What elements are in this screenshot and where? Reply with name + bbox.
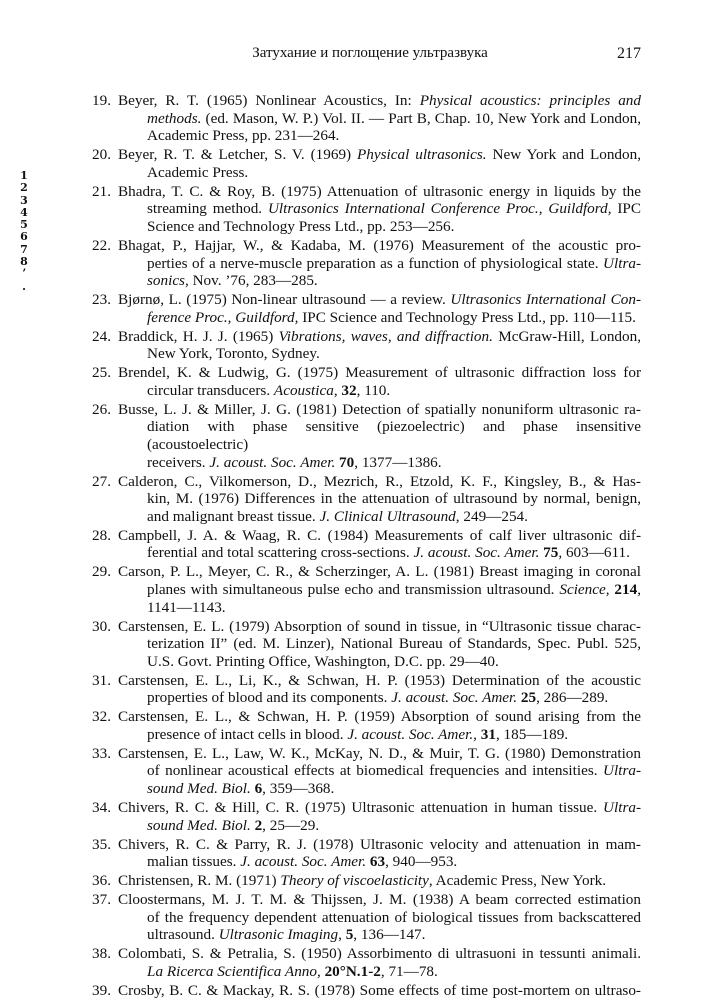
reference-line <box>118 745 641 763</box>
italic-text: Ultra- <box>603 799 641 817</box>
bold-text: 20°N.1-2 <box>324 962 381 980</box>
reference-entry <box>80 291 641 326</box>
reference-text: streaming method. <box>147 200 268 218</box>
reference-text: (ed. Mason, W. P.) Vol. II. — Part B, Chap. 10, New York and London, <box>201 109 641 127</box>
bold-text: 5 <box>345 926 354 944</box>
reference-number: 39. <box>92 981 111 999</box>
reference-text: Carstensen, E. L., Li, K., & Schwan, H. P. (1953) Determination of the acoustic <box>118 671 641 689</box>
reference-line <box>147 454 641 472</box>
margin-mark: 6 <box>20 230 28 244</box>
italic-text: Physical ultrasonics. <box>357 146 487 164</box>
italic-text: Ultrasonics International Conference Proc., Guildford, <box>267 200 612 218</box>
margin-mark: 8 <box>20 255 28 269</box>
reference-text: U.S. Govt. Printing Office, Washington, D.C. pp. 29—40. <box>147 652 499 670</box>
reference-number: 29. <box>92 563 111 581</box>
italic-text: Acoustica <box>273 381 334 399</box>
reference-text: terization II” (ed. M. Linzer), National Bureau of Standards, Spec. Publ. 525, <box>147 635 641 653</box>
reference-text: , 1377—1386. <box>354 453 442 471</box>
reference-entry <box>80 473 641 526</box>
reference-text: diation with phase sensitive (piezoelectric) and phase insensitive (acoustoelectric) <box>147 418 641 454</box>
reference-number: 25. <box>92 364 111 382</box>
reference-entry <box>80 364 641 399</box>
reference-text: , Academic Press, New York. <box>428 872 607 890</box>
reference-line <box>118 92 641 110</box>
reference-text: Bjørnø, L. (1975) Non-linear ultrasound — a review. <box>118 291 451 309</box>
reference-text: Busse, L. J. & Miller, J. G. (1981) Detection of spatially nonuniform ultrasonic ra- <box>118 400 641 418</box>
reference-text: Braddick, H. J. J. (1965) <box>118 327 279 345</box>
reference-text: Carstensen, E. L., Law, W. K., McKay, N. D., & Muir, T. G. (1980) Demonstration <box>118 744 641 762</box>
reference-number: 20. <box>92 146 111 164</box>
reference-text: kin, M. (1976) Differences in the attenuation of ultrasound by normal, benign, <box>147 490 641 508</box>
reference-line <box>118 364 641 382</box>
reference-text: circular transducers. <box>147 381 274 399</box>
reference-line <box>118 401 641 419</box>
reference-entry <box>80 92 641 145</box>
reference-number: 28. <box>92 526 111 544</box>
reference-line <box>118 618 641 636</box>
reference-text: 1141—1143. <box>147 598 226 616</box>
reference-text: , <box>473 725 481 743</box>
reference-line <box>147 508 641 526</box>
reference-line <box>118 328 641 346</box>
reference-text: , <box>333 381 342 399</box>
reference-entry <box>80 618 641 671</box>
reference-entry <box>80 401 641 471</box>
reference-text: , 940—953. <box>385 853 458 871</box>
bold-text: 32 <box>341 381 357 399</box>
reference-entry <box>80 799 641 834</box>
italic-text: sonics <box>147 272 185 290</box>
reference-line <box>147 418 641 453</box>
reference-entry <box>80 708 641 743</box>
bold-text: 2 <box>254 816 263 834</box>
reference-line <box>147 127 641 145</box>
reference-text: Academic Press, pp. 231—264. <box>147 127 340 145</box>
reference-line <box>147 689 641 707</box>
reference-text: , 249—254. <box>455 507 528 525</box>
reference-line <box>147 272 641 290</box>
reference-line <box>147 762 641 780</box>
reference-entry <box>80 527 641 562</box>
reference-text: McGraw-Hill, London, <box>492 327 641 345</box>
bold-text: 75 <box>543 544 559 562</box>
reference-line <box>147 255 641 273</box>
reference-text: Chivers, R. C. & Parry, R. J. (1978) Ultrasonic velocity and attenuation in mam- <box>118 835 641 853</box>
reference-line <box>118 183 641 201</box>
reference-text: , <box>637 580 641 598</box>
reference-text: , 110. <box>356 381 391 399</box>
italic-text: Ultra- <box>603 762 641 780</box>
reference-text: , 71—78. <box>380 962 438 980</box>
italic-text: Ultra- <box>603 254 641 272</box>
bold-text: 63 <box>369 853 386 871</box>
reference-line <box>118 237 641 255</box>
reference-text: Crosby, B. C. & Mackay, R. S. (1978) Some effects of time post-mortem on ultraso- <box>118 981 641 999</box>
reference-number: 33. <box>92 744 111 762</box>
reference-text: Academic Press. <box>147 163 249 181</box>
margin-mark: 2 <box>20 181 28 195</box>
reference-number: 26. <box>92 400 111 418</box>
reference-number: 32. <box>92 708 111 726</box>
margin-mark: 5 <box>20 218 28 232</box>
reference-line <box>147 909 641 927</box>
reference-text: , 603—611. <box>558 544 630 562</box>
reference-text: planes with simultaneous pulse echo and transmission ultrasound. <box>147 580 560 598</box>
reference-text: New York, Toronto, Sydney. <box>147 345 320 363</box>
reference-number: 37. <box>92 891 111 909</box>
reference-text: , <box>316 962 325 980</box>
margin-mark: 4 <box>20 205 28 219</box>
reference-number: 19. <box>92 92 111 109</box>
reference-entry <box>80 237 641 290</box>
reference-entry <box>80 891 641 944</box>
reference-line <box>147 544 641 562</box>
italic-text: Ultrasonics International Con- <box>450 291 641 309</box>
reference-entry <box>80 563 641 616</box>
italic-text: Science <box>559 580 606 598</box>
reference-text: New York and London, <box>486 146 642 164</box>
reference-text: Carson, P. L., Meyer, C. R., & Scherzinger, A. L. (1981) Breast imaging in coronal <box>118 563 641 581</box>
margin-mark: 7 <box>20 242 28 256</box>
reference-text: Carstensen, E. L., & Schwan, H. P. (1959) Absorption of sound arising from the <box>118 708 641 726</box>
reference-text: , 136—147. <box>353 926 426 944</box>
bold-text: 25 <box>520 689 537 707</box>
reference-line <box>118 146 641 164</box>
reference-line <box>118 945 641 963</box>
bold-text: 31 <box>480 725 496 743</box>
reference-number: 24. <box>92 327 111 345</box>
reference-line <box>147 926 641 944</box>
reference-list <box>80 92 641 1001</box>
reference-text: Chivers, R. C. & Hill, C. R. (1975) Ultrasonic attenuation in human tissue. <box>118 799 604 817</box>
reference-number: 23. <box>92 291 111 309</box>
italic-text: J. acoust. Soc. Amer. <box>347 725 474 743</box>
reference-text: malian tissues. <box>147 853 241 871</box>
reference-text: ultrasound. <box>147 926 219 944</box>
reference-text: Colombati, S. & Petralia, S. (1950) Assorbimento di ultrasuoni in tessunti animali. <box>118 945 641 963</box>
reference-line <box>147 309 641 327</box>
reference-text: Christensen, R. M. (1971) <box>118 872 281 890</box>
italic-text: J. acoust. Soc. Amer. <box>240 853 367 871</box>
reference-text: receivers. <box>147 453 210 471</box>
reference-text: Carstensen, E. L. (1979) Absorption of sound in tissue, in “Ultrasonic tissue charac- <box>118 617 641 635</box>
italic-text: Vibrations, waves, and diffraction. <box>278 327 493 345</box>
italic-text: J. acoust. Soc. Amer. <box>209 453 336 471</box>
reference-entry <box>80 146 641 181</box>
reference-entry <box>80 672 641 707</box>
reference-line <box>118 799 641 817</box>
reference-line <box>118 891 641 909</box>
reference-line <box>118 708 641 726</box>
reference-number: 35. <box>92 835 111 853</box>
bold-text: 6 <box>254 780 263 798</box>
reference-line <box>147 853 641 871</box>
italic-text: Physical acoustics: principles and <box>419 92 641 109</box>
reference-line <box>118 473 641 491</box>
reference-line <box>147 817 641 835</box>
reference-text: ferential and total scattering cross-sections. <box>147 544 414 562</box>
reference-number: 22. <box>92 236 111 254</box>
reference-entry <box>80 836 641 871</box>
bold-text: 214 <box>614 580 638 598</box>
reference-text: IPC <box>611 200 641 218</box>
reference-line <box>118 563 641 581</box>
reference-text: Brendel, K. & Ludwig, G. (1975) Measurement of ultrasonic diffraction loss for <box>118 364 641 382</box>
reference-line <box>147 218 641 236</box>
reference-text: Bhadra, T. C. & Roy, B. (1975) Attenuation of ultrasonic energy in liquids by the <box>118 182 641 200</box>
margin-mark: 1 <box>20 169 28 182</box>
reference-entry <box>80 328 641 363</box>
italic-text: J. acoust. Soc. Amer. <box>391 689 518 707</box>
reference-text: , <box>605 580 615 598</box>
reference-number: 34. <box>92 799 111 817</box>
margin-mark: 3 <box>20 193 28 207</box>
reference-text: IPC Science and Technology Press Ltd., pp. 110—115. <box>298 308 636 326</box>
reference-text: , 359—368. <box>262 780 335 798</box>
reference-entry <box>80 945 641 980</box>
reference-text: properties of blood and its components. <box>147 689 392 707</box>
reference-entry <box>80 183 641 236</box>
page-number: 217 <box>617 45 641 62</box>
italic-text: La Ricerca Scientifica Anno <box>147 962 317 980</box>
reference-number: 27. <box>92 472 111 490</box>
reference-text: , 25—29. <box>262 816 320 834</box>
reference-line <box>147 653 641 671</box>
reference-number: 38. <box>92 945 111 963</box>
reference-entry <box>80 872 641 890</box>
reference-line <box>118 836 641 854</box>
reference-line <box>147 164 641 182</box>
running-header-title: Затухание и поглощение ультразвука <box>252 45 488 61</box>
reference-line <box>147 382 641 400</box>
reference-text: Bhagat, P., Hajjar, W., & Kadaba, M. (1976) Measurement of the acoustic pro- <box>118 236 641 254</box>
italic-text: ference Proc., Guildford, <box>147 308 299 326</box>
reference-number: 31. <box>92 671 111 689</box>
reference-text: Campbell, J. A. & Waag, R. C. (1984) Measurements of calf liver ultrasonic dif- <box>118 526 641 544</box>
reference-line <box>118 291 641 309</box>
reference-text: , 185—189. <box>495 725 569 743</box>
reference-line <box>147 110 641 128</box>
reference-number: 21. <box>92 182 111 200</box>
margin-mark: . <box>22 279 26 293</box>
reference-text: Cloostermans, M. J. T. M. & Thijssen, J. M. (1938) A beam corrected estimation <box>118 891 641 909</box>
reference-text: of the frequency dependent attenuation of biological tissues from backscattered <box>147 908 641 926</box>
reference-line <box>118 982 641 1000</box>
italic-text: methods. <box>147 109 202 127</box>
reference-line <box>147 726 641 744</box>
reference-line <box>147 780 641 798</box>
reference-text: Beyer, R. T. & Letcher, S. V. (1969) <box>118 146 358 164</box>
reference-line <box>147 200 641 218</box>
reference-number: 30. <box>92 617 111 635</box>
italic-text: Theory of viscoelasticity <box>280 872 429 890</box>
reference-line <box>118 672 641 690</box>
reference-line <box>147 490 641 508</box>
reference-line <box>118 872 641 890</box>
reference-line <box>147 599 641 617</box>
italic-text: sound Med. Biol. <box>147 816 251 834</box>
italic-text: sound Med. Biol. <box>147 780 251 798</box>
reference-text: presence of intact cells in blood. <box>147 725 348 743</box>
reference-line <box>147 581 641 599</box>
reference-text: of nonlinear acoustical effects at biomedical frequencies and intensities. <box>147 762 604 780</box>
reference-text: , <box>338 926 346 944</box>
margin-marks <box>17 170 31 293</box>
italic-text: J. Clinical Ultrasound <box>319 507 456 525</box>
reference-text: Beyer, R. T. (1965) Nonlinear Acoustics, In: <box>118 92 420 109</box>
reference-text: Science and Technology Press Ltd., pp. 253—256. <box>147 217 455 235</box>
reference-text: , 286—289. <box>536 689 609 707</box>
reference-text: and malignant breast tissue. <box>147 507 320 525</box>
reference-text: perties of a nerve-muscle preparation as a function of physiological state. <box>147 254 604 272</box>
margin-mark: ʼ <box>22 267 26 281</box>
reference-entry <box>80 745 641 798</box>
reference-line <box>147 963 641 981</box>
italic-text: Ultrasonic Imaging <box>218 926 339 944</box>
reference-number: 36. <box>92 872 111 890</box>
reference-line <box>147 345 641 363</box>
italic-text: J. acoust. Soc. Amer. <box>413 544 540 562</box>
reference-text: , Nov. ’76, 283—285. <box>184 272 318 290</box>
reference-text: Calderon, C., Vilkomerson, D., Mezrich, R., Etzold, K. F., Kingsley, B., & Has- <box>118 472 641 490</box>
bold-text: 70 <box>339 453 355 471</box>
reference-line <box>147 635 641 653</box>
reference-entry <box>80 982 641 1000</box>
reference-line <box>118 527 641 545</box>
